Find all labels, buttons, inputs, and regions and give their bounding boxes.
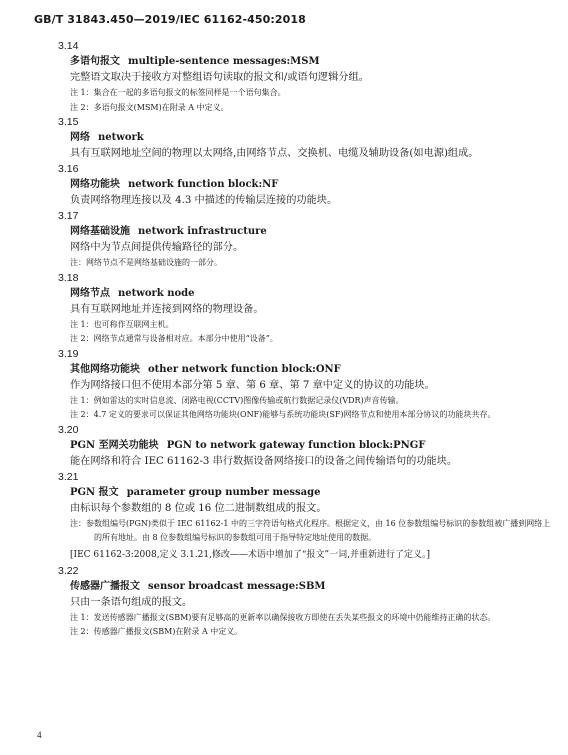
term-title [70, 286, 568, 302]
term-zh: 传感器广播报文 [70, 580, 140, 592]
term-definition: 具有互联网地址并连接到网络的物理设备。 [70, 303, 264, 315]
term-zh: 网络 [70, 132, 90, 143]
term-number: 3.18 [58, 271, 79, 284]
term-title [70, 485, 568, 501]
term-number: 3.15 [58, 116, 79, 128]
term-number: 3.20 [58, 423, 79, 436]
term-zh: 多语句报文 [70, 56, 120, 67]
term-zh: 网络基础设施 [70, 226, 130, 237]
term-zh: PGN 报文 [70, 486, 119, 498]
term-note: 注 2：网络节点通常与设备相对应。本部分中使用“设备”。 [70, 334, 278, 343]
term-title [70, 438, 568, 454]
term-definition: 具有互联网地址空间的物理以太网络,由网络节点、交换机、电缆及辅助设备(如电源)组成。 [70, 148, 479, 159]
term-definition: 负责网络物理连接以及 4.3 中描述的传输层连接的功能块。 [70, 195, 338, 206]
term-title [70, 579, 568, 595]
term-en: network [98, 132, 144, 143]
term-zh: PGN 至网关功能块 [70, 439, 159, 451]
term-note: 注 1：发送传感器广播报文(SBM)要有足够高的更新率以确保接收方即使在丢失某些报文的环境中仍能维持正确的状态。 [70, 612, 496, 622]
term-title [70, 54, 568, 70]
term-number: 3.19 [58, 347, 79, 360]
term-note: 注 1：也可称作互联网主机。 [70, 319, 174, 329]
term-number: 3.16 [58, 163, 79, 175]
term-title [70, 130, 568, 146]
term-definition: 网络中为节点间提供传输路径的部分。 [70, 242, 244, 253]
term-note: 注 2：传感器广播报文(SBM)在附录 A 中定义。 [70, 627, 243, 636]
term-en: sensor broadcast message:SBM [148, 580, 326, 592]
terms-content [0, 39, 568, 640]
term-title [70, 177, 568, 193]
standard-header: GB/T 31843.450—2019/IEC 61162-450:2018 [34, 13, 306, 26]
term-note: 注 2：4.7 定义的要求可以保证其他网络功能块(ONF)能够与系统功能块(SF)网络节点和使用本部分协议的功能块共存。 [70, 410, 496, 419]
term-zh: 网络功能块 [70, 179, 120, 190]
term-en: network function block:NF [128, 179, 279, 190]
term-definition: 作为网络接口但不使用本部分第 5 章、第 6 章、第 7 章中定义的协议的功能块。 [70, 379, 435, 391]
term-note: 注 1：例如雷达的实时信息流、闭路电视(CCTV)图像传输或航行数据记录仪(VDR)声音传输。 [70, 395, 404, 405]
page-number: 4 [37, 730, 42, 740]
term-note: 注 2：多语句报文(MSM)在附录 A 中定义。 [70, 102, 229, 112]
term-title [70, 362, 568, 378]
term-definition: 只由一条语句组成的报文。 [70, 596, 193, 608]
term-source-reference: [IEC 61162-3:2008,定义 3.1.21,修改——术语中增加了“报文”一词,并重新进行了定义。] [70, 549, 431, 560]
term-number: 3.21 [58, 470, 79, 483]
term-en: PGN to network gateway function block:PNGF [166, 439, 426, 451]
term-en: multiple-sentence messages:MSM [128, 56, 320, 67]
term-en: network node [118, 287, 195, 299]
term-en: other network function block:ONF [148, 363, 341, 375]
term-number: 3.17 [58, 210, 79, 222]
term-zh: 网络节点 [70, 287, 110, 299]
term-number: 3.22 [58, 564, 79, 577]
term-definition: 由标识每个参数组的 8 位或 16 位二进制数组成的报文。 [70, 502, 327, 514]
term-note: 注 1：集合在一起的多语句报文的标签同样是一个语句集合。 [70, 88, 286, 97]
term-definition: 完整语文取决于接收方对整组语句读取的报文和/或语句逻辑分组。 [70, 72, 369, 83]
term-en: parameter group number message [126, 486, 321, 498]
term-definition: 能在网络和符合 IEC 61162-3 串行数据设备网络接口的设备之间传输语句的功能块。 [70, 455, 458, 467]
term-title [70, 224, 568, 240]
term-en: network infrastructure [138, 226, 267, 237]
term-number: 3.14 [58, 40, 79, 52]
term-note: 注：网络节点不是网络基础设施的一部分。 [70, 258, 222, 267]
term-note: 注：参数组编号(PGN)类似于 IEC 61162-1 中的三字符语句格式化程序。根据定义，由 16 位参数组编号标识的参数组被广播到网络上的所有地址。由 8 位参数组编号标识的参数组可用于指导特定地址使用的数据。 [70, 518, 551, 542]
term-zh: 其他网络功能块 [70, 363, 140, 375]
